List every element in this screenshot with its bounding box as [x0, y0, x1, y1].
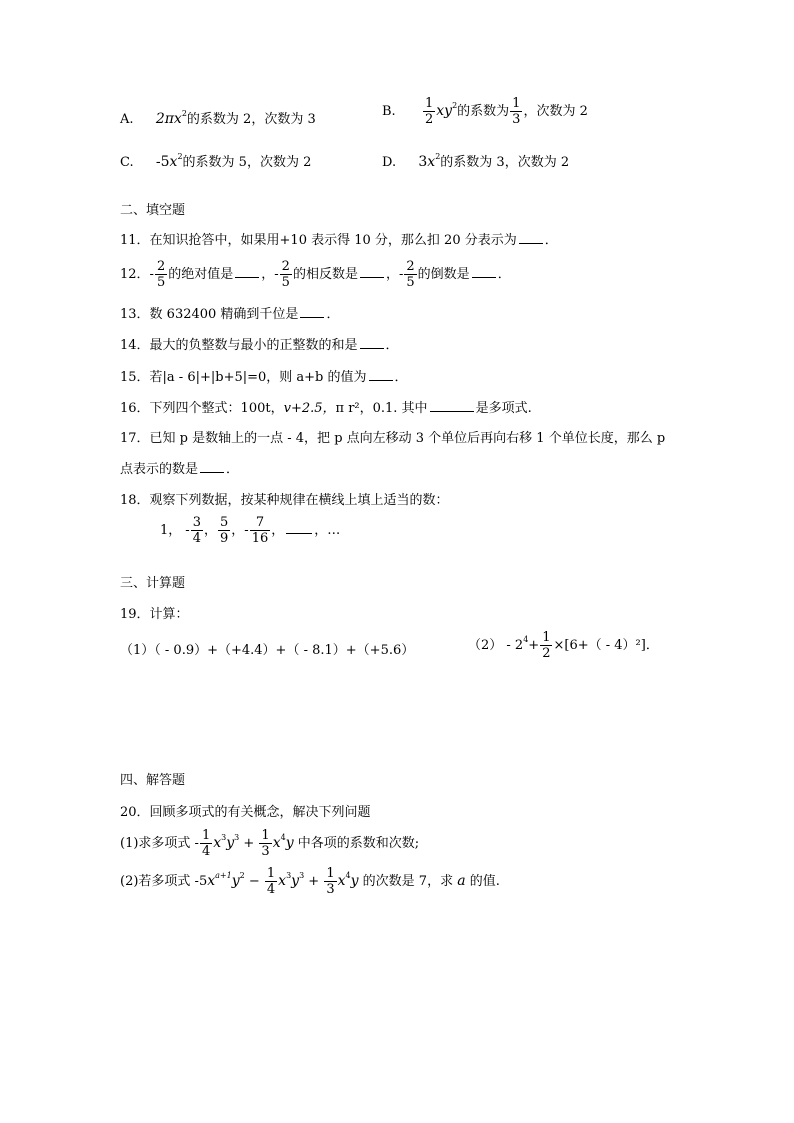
fraction: $\frac{5}{9}$ [219, 515, 229, 546]
math-expression: $xy^2$ [436, 101, 458, 119]
math-expression: $2\pi x^2$ [155, 109, 187, 127]
fraction: $\frac{2}{5}$ [156, 259, 166, 290]
option-label: C. [120, 155, 134, 170]
fraction: $\frac{2}{5}$ [281, 259, 290, 290]
answer-blank [300, 316, 324, 318]
option-text: 的系数为 5，次数为 2 [182, 155, 312, 170]
question-19-part-2: $(2) - 2^4+$ $\frac{1}{2}$ ×[6+（ - 4）²]． [468, 630, 659, 661]
fraction: $\frac{2}{5}$ [406, 259, 415, 290]
question-15: 15．若|a - 6|+|b+5|=0，则 a+b 的值为 ． [120, 370, 408, 385]
question-17-line-1: 17．已知 p 是数轴上的一点 - 4，把 p 点向左移动 3 个单位后再向右移 1 个单位长度，那么 p [120, 431, 666, 446]
option-b: B. $\frac{1}{2}$ $xy^2$的系数为 $\frac{1}{3}$ ，次数为 2 [382, 96, 588, 127]
question-19-part-1: （1）（ - 0.9）+（+4.4）+（ - 8.1）+（+5.6） [120, 643, 415, 658]
question-18-sequence: 1， - $\frac{3}{4}$ ， $\frac{5}{9}$ ，- $\frac{7}{16}$ ， ，… [160, 515, 341, 546]
option-d [382, 151, 569, 170]
math-expression: $-5x^2$ [155, 152, 183, 170]
section-heading: 二、填空题 [120, 203, 186, 218]
question-14: 14．最大的负整数与最小的正整数的和是 ． [120, 338, 399, 353]
fraction: $\frac{1}{2}$ [542, 630, 551, 661]
answer-blank [286, 532, 312, 534]
fraction: $\frac{3}{4}$ [192, 515, 201, 546]
question-20-part-2: (2)若多项式 $-5x^{a+1}y^2$ − $\frac{1}{4}$ $x^3y^3$ + $\frac{1}{3}$ $x^4y$ 的次数是 7，求 a 的值. [120, 866, 500, 897]
question-20: 20．回顾多项式的有关概念，解决下列问题 [120, 805, 371, 820]
question-19: 19．计算： [120, 607, 189, 622]
answer-blank [235, 276, 259, 278]
question-12: 12．- $\frac{2}{5}$ 的绝对值是 ，- $\frac{2}{5}$ 的相反数是 ，- $\frac{2}{5}$ 的倒数是 ． [120, 259, 511, 290]
answer-blank [360, 276, 384, 278]
option-label: A. [120, 112, 134, 127]
fraction: $\frac{1}{4}$ [266, 866, 276, 897]
fraction: $\frac{1}{4}$ [201, 828, 211, 859]
option-text: 的系数为 3，次数为 2 [440, 155, 570, 170]
answer-blank [200, 471, 224, 473]
answer-blank [430, 410, 474, 412]
answer-blank [360, 347, 384, 349]
question-17-line-2: 点表示的数是 ． [120, 462, 240, 477]
question-11: 11．在知识抢答中，如果用+10 表示得 10 分，那么扣 20 分表示为 ． [120, 233, 558, 248]
question-16: 16．下列四个整式：100t，v+2.5，π r²，0.1. 其中 是多项式. [120, 401, 532, 416]
math-expression: $3x^2$ [418, 152, 441, 170]
section-heading: 三、计算题 [120, 576, 186, 591]
option-label: D. [382, 155, 397, 170]
fraction: $\frac{1}{3}$ [512, 96, 521, 127]
question-20-part-1: (1)求多项式 - $\frac{1}{4}$ $x^3y^3$ + $\frac{1}{3}$ $x^4y$ 中各项的系数和次数; [120, 828, 420, 859]
option-c [120, 151, 311, 170]
answer-blank [369, 379, 393, 381]
answer-blank [519, 242, 543, 244]
option-a [120, 108, 316, 127]
answer-blank [472, 276, 496, 278]
option-text: 的系数为 2，次数为 3 [186, 112, 316, 127]
question-18: 18．观察下列数据，按某种规律在横线上填上适当的数： [120, 493, 449, 508]
section-heading: 四、解答题 [120, 773, 186, 788]
fraction: $\frac{1}{2}$ [424, 96, 434, 127]
option-label: B. [382, 104, 396, 119]
fraction: $\frac{1}{3}$ [326, 866, 335, 897]
fraction: $\frac{1}{3}$ [261, 828, 270, 859]
question-13: 13．数 632400 精确到千位是 ． [120, 307, 340, 322]
fraction: $\frac{7}{16}$ [251, 515, 269, 546]
